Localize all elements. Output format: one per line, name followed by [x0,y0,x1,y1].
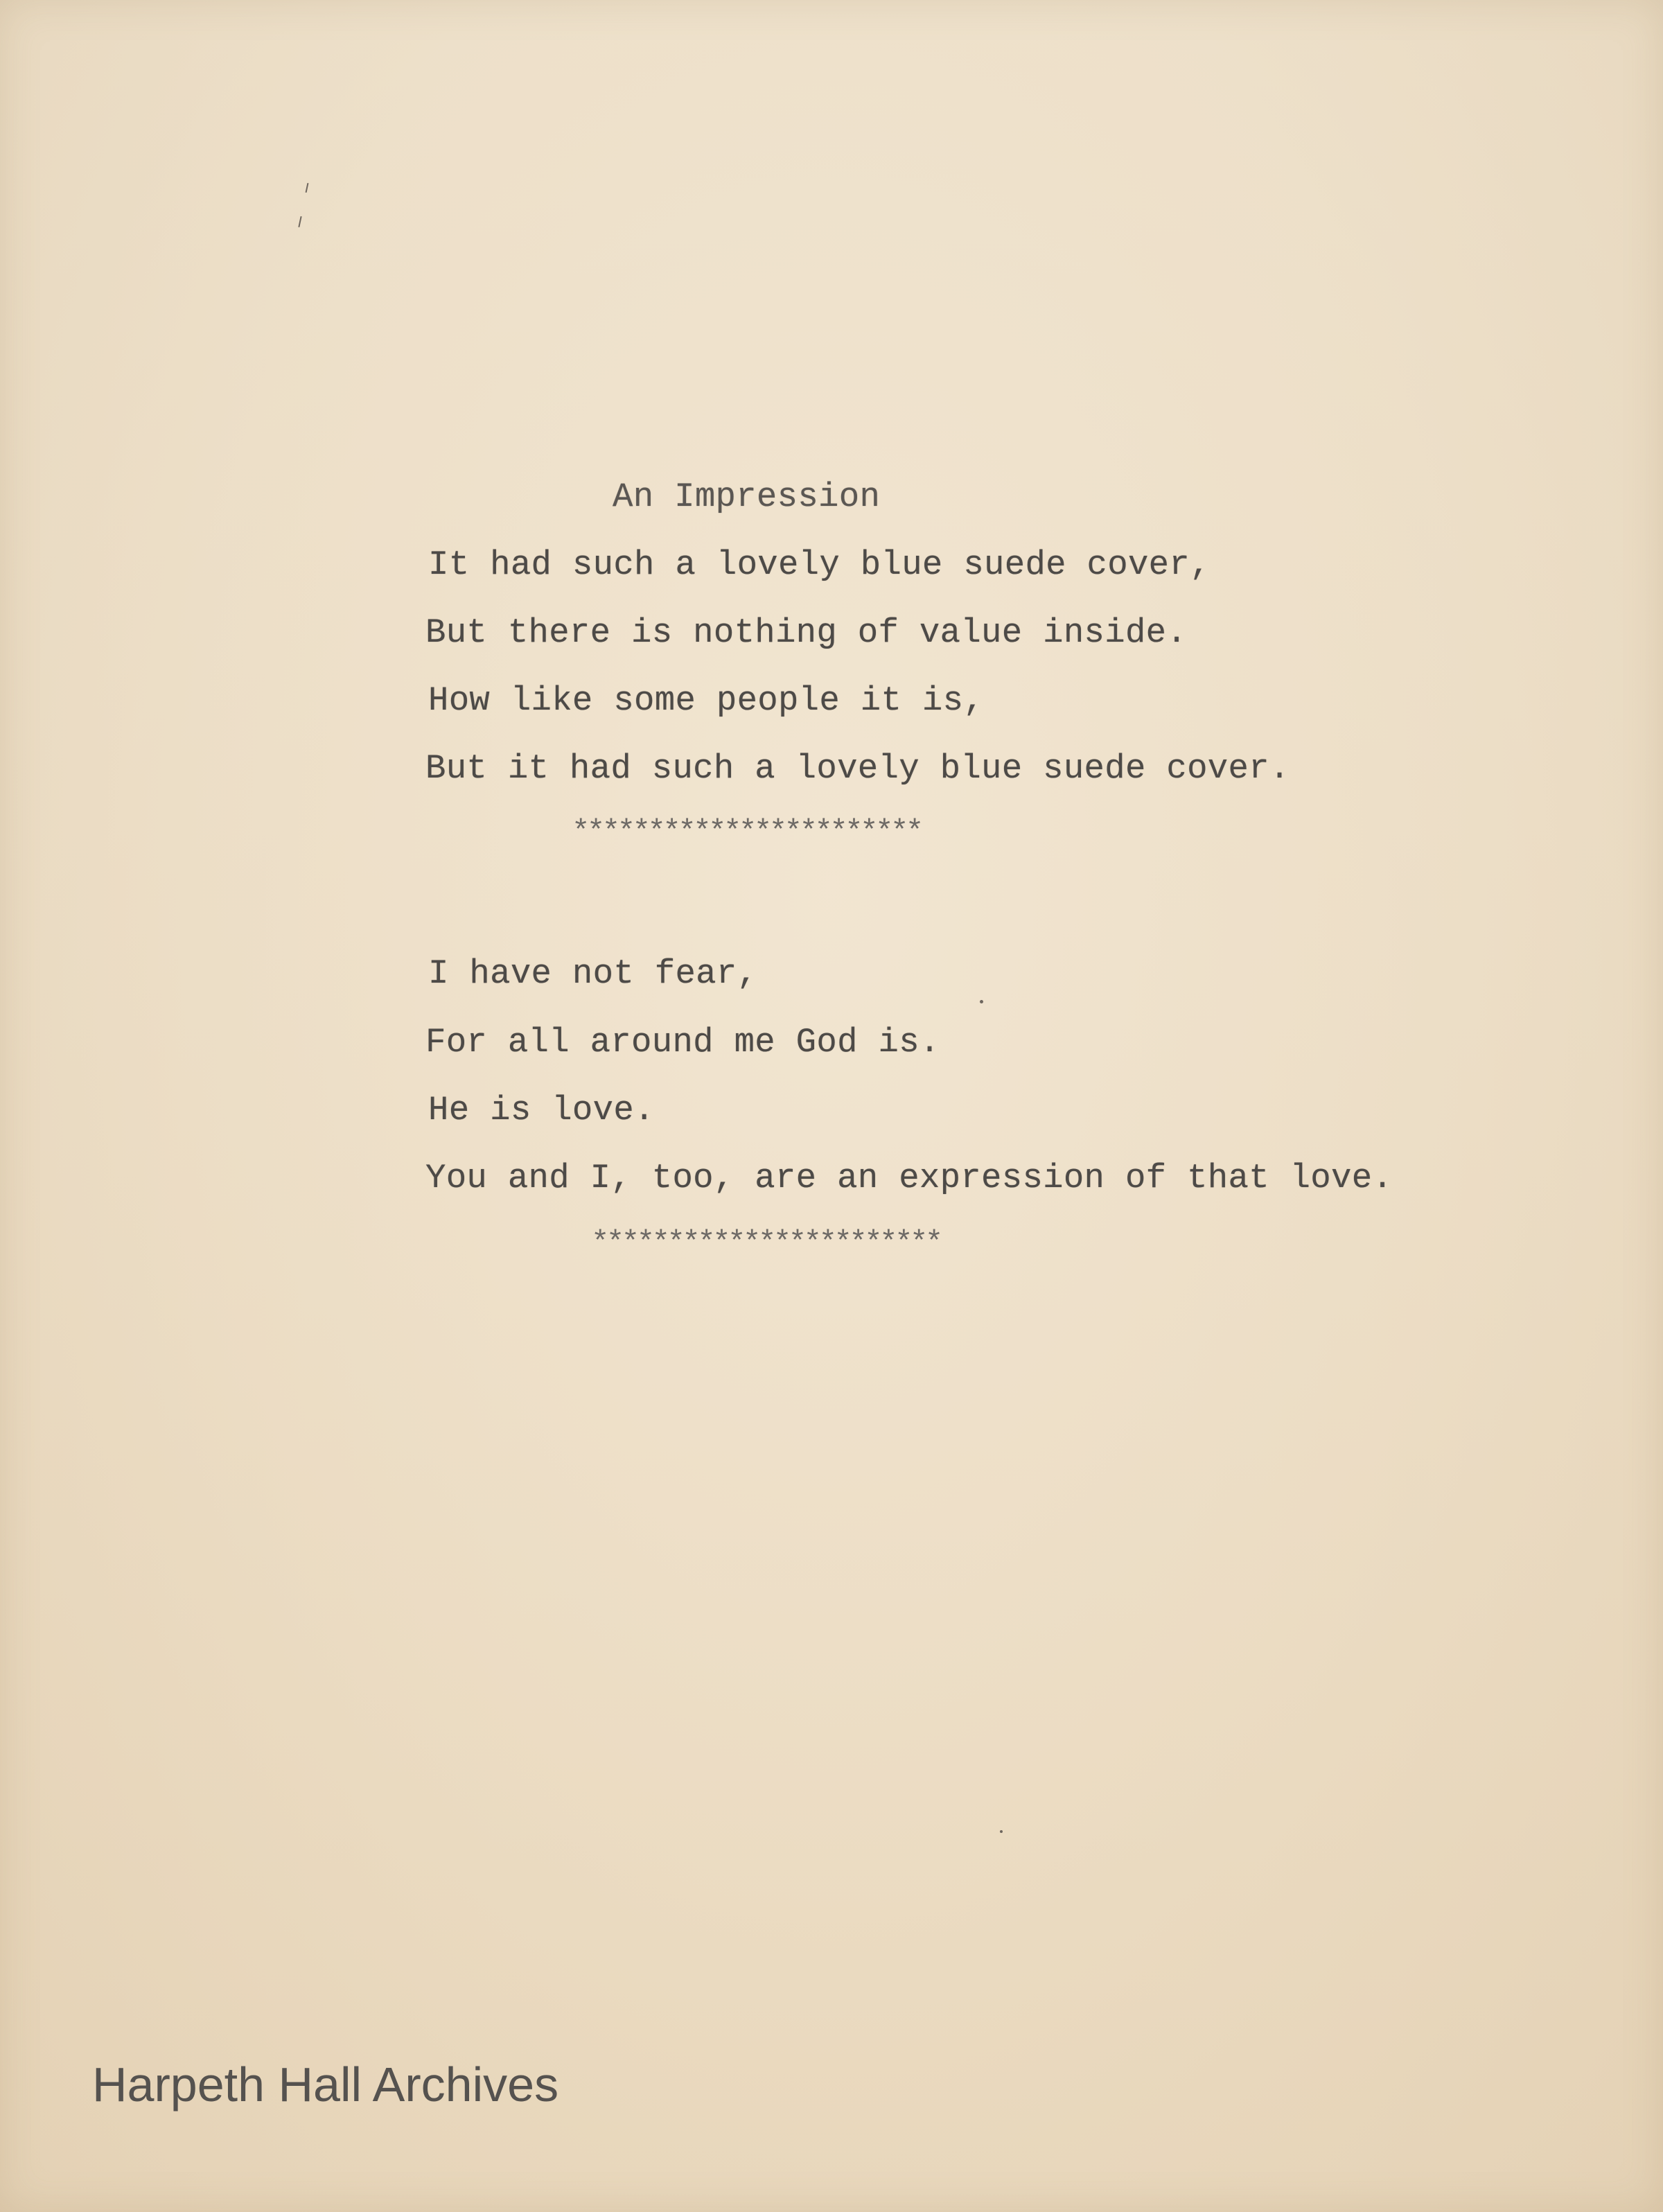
paper-speck [1000,1830,1003,1833]
paper-speck [980,1000,983,1003]
poem2-line-3: He is love. [428,1091,655,1130]
poem1-line-4: But it had such a lovely blue suede cover. [425,749,1290,788]
poem2-line-4: You and I, too, are an expression of that love. [425,1159,1393,1197]
archive-watermark: Harpeth Hall Archives [92,2057,559,2112]
poem1-line-3: How like some people it is, [428,681,985,720]
poem1-line-2: But there is nothing of value inside. [425,613,1188,652]
separator-2: *********************** [591,1226,940,1261]
poem2-line-1: I have not fear, [428,954,758,993]
poem2-line-2: For all around me God is. [425,1023,940,1062]
poem1-line-1: It had such a lovely blue suede cover, [428,545,1211,584]
poem-title: An Impression [613,477,881,516]
separator-1: *********************** [572,815,921,850]
